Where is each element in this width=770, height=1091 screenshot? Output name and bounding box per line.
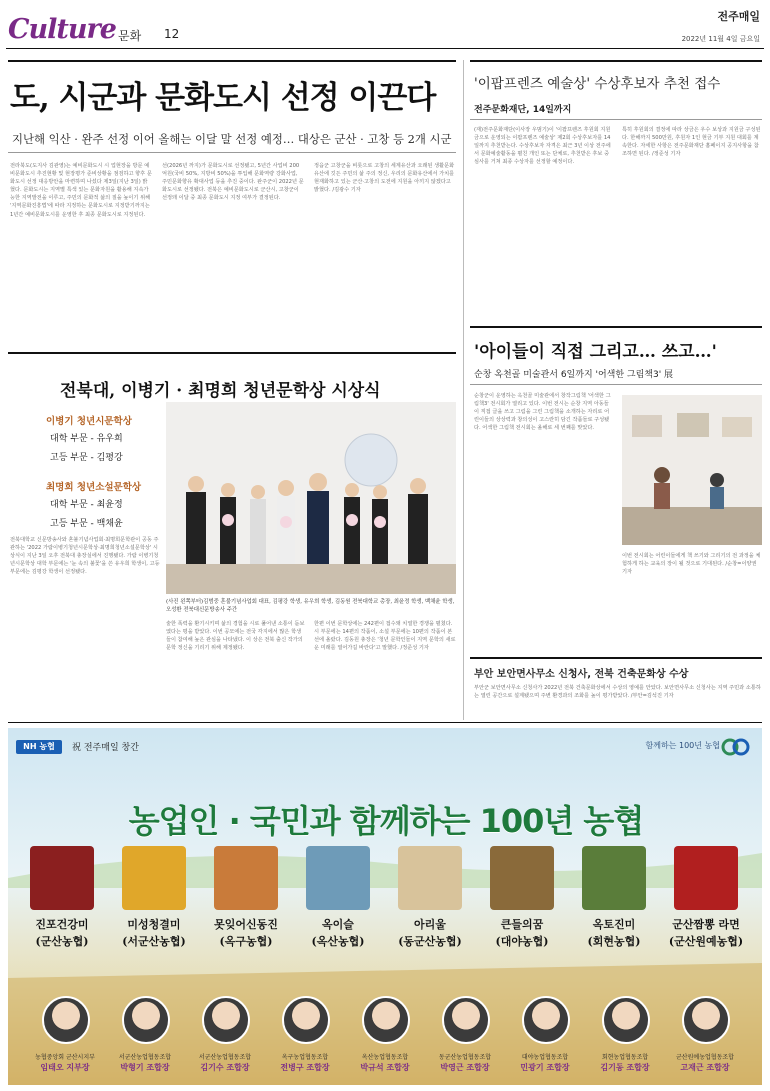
ad-celebration-text: 祝 전주매일 창간	[72, 743, 139, 753]
product-name: 옥토진미	[592, 918, 636, 931]
product-coop: (대야농협)	[495, 935, 549, 948]
article-body-column: 특히 후원회의 결정에 따라 상금은 우수 보상과 지원금 구성된다. 한해까지 500만원, 후원자 1인 현금 기부 지원 대회를 계속한다. 자세한 사항은 전주문화재단 홈페이지 공지사항을 참조하면 된다. /정준성 기자	[622, 127, 761, 158]
executive-name: 박형기 조합장	[120, 1063, 170, 1072]
article-body-column: (재)전주문화재단(이사장 우범기)이 '이팝프렌즈 후원회 지원금으로 운영되는 이팝프렌즈 예술상' 제2회 수상후보자를 14일까지 추천받는다. 수상후보자 자격은 최근 3년 이상 전주에서 문화예술활동을 펼친 개인 또는 단체로, 추천받은 후보 중 심사를 거쳐 최종 수상자를 선정할 예정이다.	[474, 127, 611, 166]
exhibition-photo-illustration	[622, 395, 762, 545]
product-package	[398, 846, 462, 910]
executive-photo	[202, 996, 250, 1044]
executive-photo	[682, 996, 730, 1044]
article-body-column: 선(2026년 까지)가 문화도시로 선정됐고, 5년간 사업비 200억원(국비 50%, 지방비 50%)을 투입해 문화역량 강화사업, 주민문화향유 확대사업 등을 추진 중이다. 완주군이 2022년 문화도시로 선정됐다. 전북은 예비문화도시로 군산시, 고창군이 선정돼 이달 중 최종 문화도시 지정 여부가 결정된다.	[162, 163, 304, 202]
product-coop: (군산농협)	[35, 935, 89, 948]
header-divider	[6, 48, 764, 49]
article-headline: 도, 시군과 문화도시 선정 이끈다	[10, 80, 436, 116]
issue-date: 2022년 11월 4일 금요일	[681, 35, 760, 43]
product-name: 군산짬뽕 라면	[672, 918, 740, 931]
section-logo: Culture	[8, 14, 116, 45]
article-top-rule	[470, 326, 762, 328]
ad-slogan: 함께하는 100년 농협	[645, 741, 720, 750]
executive-org: 대야농업협동조합	[521, 1054, 569, 1061]
executive-org: 군산원예농업협동조합	[676, 1054, 734, 1061]
article-top-rule	[470, 657, 762, 659]
executive-name: 임태오 지부장	[40, 1063, 90, 1072]
article-top-rule	[470, 60, 762, 62]
executive-photo	[522, 996, 570, 1044]
executive-photo	[442, 996, 490, 1044]
executive-org: 서군산농업협동조합	[118, 1054, 172, 1061]
executive-org: 회현농업협동조합	[601, 1054, 649, 1061]
product-coop: (동군산농협)	[398, 935, 462, 948]
article-top-rule	[8, 60, 456, 62]
article-body-column: 부안군 보안면사무소 신청사가 2022년 전북 건축문화상에서 수상의 영예를 안았다. 보안면사무소 신청사는 지역 주민과 소통하는 열린 공간으로 설계됐으며 주변 환경과의 조화를 높이 평가받았다. /부안=김석진 기자	[474, 685, 761, 700]
executive-org: 동군산농업협동조합	[438, 1054, 492, 1061]
article-subheadline: 전주문화재단, 14일까지	[474, 105, 572, 115]
product-package	[582, 846, 646, 910]
winner-line: 고등 부문 - 김평강	[50, 453, 123, 463]
article-body-column: 이번 전시회는 어린이들에게 책 쓰기와 그리기의 전 과정을 체험하게 하는 교육의 장이 될 것으로 기대된다. /순창=이양권 기자	[622, 553, 761, 576]
executive-org: 옥구농업협동조합	[281, 1054, 329, 1061]
product-package	[214, 846, 278, 910]
executive-photo	[42, 996, 90, 1044]
product-coop: (회현농협)	[587, 935, 641, 948]
article-subheadline: 순창 옥천골 미술관서 6일까지 '어색한 그림책3' 展	[474, 370, 674, 380]
column-divider	[463, 60, 464, 720]
product-package	[674, 846, 738, 910]
article-top-rule	[8, 352, 456, 354]
winner-line: 대학 부문 - 유우희	[50, 434, 123, 444]
executive-photo	[602, 996, 650, 1044]
product-coop: (옥산농협)	[311, 935, 365, 948]
article-subheadline: 지난해 익산 · 완주 선정 이어 올해는 이달 말 선정 예정… 대상은 군산 · 고창 등 2개 시군	[12, 132, 452, 146]
product-name: 옥이슬	[322, 918, 354, 931]
ad-headline: 농업인 · 국민과 함께하는 100년 농협	[128, 802, 644, 840]
product-package	[306, 846, 370, 910]
winner-line: 대학 부문 - 최윤정	[50, 500, 123, 510]
executive-org: 옥산농업협동조합	[361, 1054, 409, 1061]
product-package	[30, 846, 94, 910]
product-coop: (군산원예농협)	[668, 935, 744, 948]
article-headline: '이팝프렌즈 예술상' 수상후보자 추천 접수	[474, 76, 721, 92]
nh-logo: NH 농협	[16, 740, 62, 754]
executive-name: 박규석 조합장	[360, 1063, 410, 1072]
divider	[470, 384, 762, 385]
exhibition-photo	[622, 395, 762, 545]
executive-photo	[282, 996, 330, 1044]
product-name: 진포건강미	[35, 918, 89, 931]
group-photo-illustration	[166, 402, 456, 594]
page-number: 12	[164, 27, 180, 41]
article-body-column: 술한 폭력을 환기시키며 삶의 경험을 시로 풀어낸 소통이 돋보였다는 평을 받았다. 이번 공모에는 전국 각지에서 많은 학생들이 참여해 높은 관심을 나타냈다. 이 상은 전북 출신 작가의 문학 정신을 기리기 위해 제정됐다.	[166, 621, 305, 652]
executive-photo	[122, 996, 170, 1044]
photo-caption: (사진 왼쪽부터)김범중 혼불기념사업회 대표, 김평강 학생, 유우희 학생, 김동원 전북대학교 총장, 최윤정 학생, 백채윤 학생, 오성환 전북대신문방송사 주간	[166, 599, 455, 613]
product-name: 미성청결미	[127, 918, 181, 931]
ad-top-rule	[8, 722, 762, 723]
executive-name: 김기수 조합장	[200, 1063, 250, 1072]
section-name: 문화	[118, 29, 142, 43]
executive-photo	[362, 996, 410, 1044]
divider	[8, 152, 456, 153]
product-package	[122, 846, 186, 910]
award-heading: 이병기 청년시문학상	[46, 416, 132, 427]
executive-name: 전병구 조합장	[280, 1063, 330, 1072]
product-coop: (옥구농협)	[219, 935, 273, 948]
executive-name: 박영근 조합장	[440, 1063, 490, 1072]
executive-org: 서군산농업협동조합	[198, 1054, 252, 1061]
award-heading: 최명희 청년소설문학상	[46, 482, 142, 493]
executive-org: 농협중앙회 군산시지부	[35, 1054, 95, 1061]
product-coop: (서군산농협)	[122, 935, 186, 948]
award-ceremony-photo	[166, 402, 456, 594]
article-headline: 전북대, 이병기 · 최명희 청년문학상 시상식	[60, 381, 381, 401]
article-body-column: 한편 이번 문학상에는 242편이 접수돼 치열한 경쟁을 펼쳤다. 시 부문에는 14편의 작품이, 소설 부문에는 10편의 작품이 본선에 올랐다. 김동원 총장은 '청년 문학인들이 지역 문학의 새로운 미래를 열어가길 바란다'고 말했다. /정준성 기자	[314, 621, 456, 652]
executive-name: 김기동 조합장	[600, 1063, 650, 1072]
product-name: 못잊어신동진	[214, 918, 278, 931]
article-headline: 부안 보안면사무소 신청사, 전북 건축문화상 수상	[474, 669, 689, 680]
executive-name: 고재근 조합장	[680, 1063, 730, 1072]
product-package	[490, 846, 554, 910]
winner-line: 고등 부문 - 백채윤	[50, 519, 123, 529]
page-header	[0, 0, 770, 60]
article-body-column: 전라북도(도지사 김관영)는 예비문화도시 시 업현장을 방문 예비문화도시 추진현황 및 현장평가 준비상황을 점검하고 향후 문화도시 선정 대응방안을 마련하며 나섰다 제3일(지난 3일) 밝혔다. 문화도시는 지역별 특색 있는 문화자원을 활용해 지속가능한 지역발전을 이루고, 주민의 문화적 삶의 질을 높이기 위해 '지역문화진흥법'에 따라 지정하는 문화도시로 지정받기까지는 1년간 예비문화도시를 운영한 후 최종 문화도시로 지정된다.	[10, 163, 152, 218]
article-body-column: 순창군이 운영하는 옥천골 미술관에서 창작그림책 '어색한 그림책3' 전시회가 열리고 있다. 이번 전시는 순창 지역 아동들이 직접 글을 쓰고 그림을 그린 그림책을 소개하는 자리로 어린이들의 상상력과 창의성이 고스란히 담긴 작품들로 구성됐다. 어색한 그림책 전시회는 올해로 세 번째를 맞았다.	[474, 393, 611, 432]
executive-name: 민광기 조합장	[520, 1063, 570, 1072]
product-name: 아리울	[414, 918, 446, 931]
article-body-column: 전북대학교 신문방송사와 혼불기념사업회·최명희문학관이 공동 주관하는 '2022 가람이병기청년시문학상·최명희청년소설문학상' 시상식이 지난 3일 오후 전북대 총장실에서 진행됐다. 가람 이병기청년시문학상 대학 부문에는 '눈 속의 불꽃'을 쓴 유우희 학생이, 고등 부문에는 김평강 학생이 선정됐다.	[10, 537, 160, 576]
winners-box	[10, 409, 160, 535]
product-name: 큰들의꿈	[500, 918, 544, 931]
hundred-years-icon	[720, 732, 750, 762]
article-headline: '아이들이 직접 그리고… 쓰고…'	[474, 342, 717, 362]
newspaper-name: 전주매일	[717, 10, 760, 23]
article-body-column: 정읍군 고창군을 비롯으로 고창의 세계유산과 오래된 생활문화 유산에 깃든 주민의 삶 주의 정신, 우리의 문화유산에서 가치를 현재화하고 있는 군산·고창의 도전에 지원을 아끼지 않겠다고 밝혔다. /김광수 기자	[314, 163, 455, 194]
divider	[470, 119, 762, 120]
